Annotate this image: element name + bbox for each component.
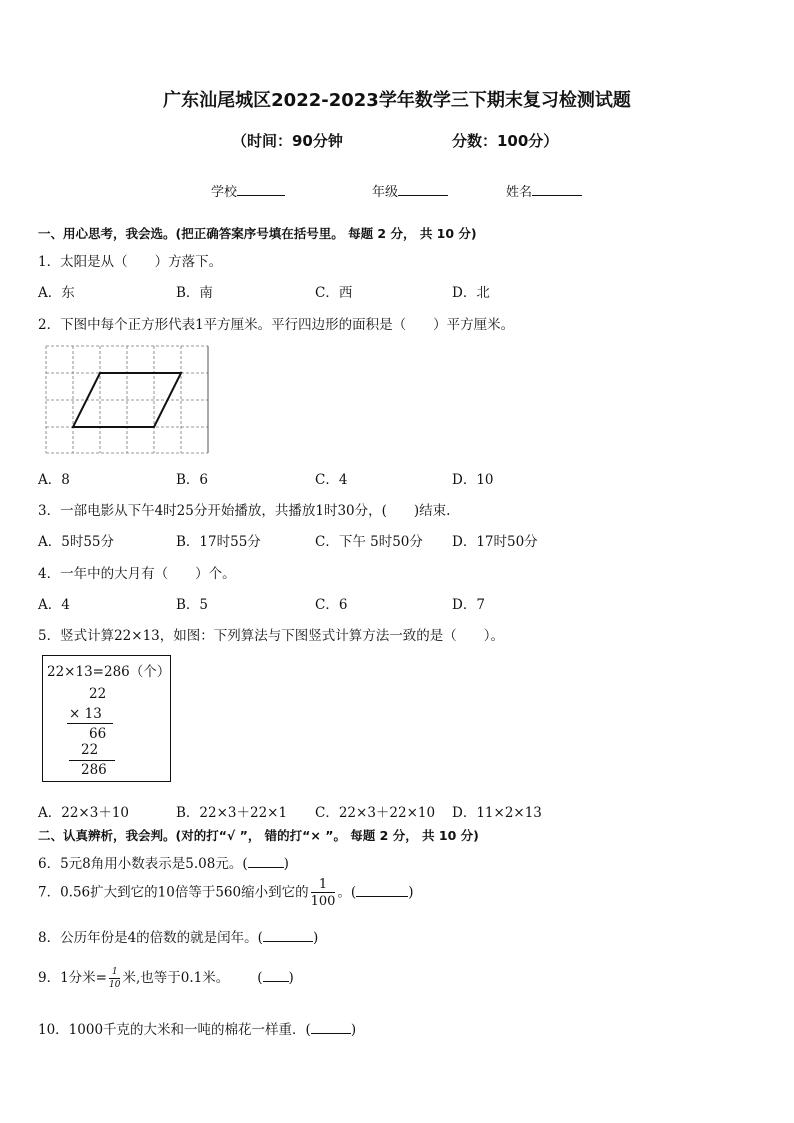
calc-multiplicand: 22: [89, 686, 107, 702]
exam-time: （时间：90分钟: [232, 132, 343, 150]
question-4: 4．一年中的大月有（ ）个。: [38, 566, 236, 582]
question-9: 9．1分米= $\frac{1}{10}$ 米,也等于0.1米。 ( ): [38, 966, 294, 990]
q8-answer-blank[interactable]: [263, 941, 313, 942]
exam-score: 分数：100分）: [452, 132, 559, 150]
school-field[interactable]: 学校: [211, 181, 285, 200]
q6-answer-blank[interactable]: [248, 867, 284, 868]
name-field[interactable]: 姓名: [506, 181, 582, 200]
question-7: 7．0.56扩大到它的10倍等于560缩小到它的 $\frac{1}{100}$ 。( ): [38, 877, 414, 909]
question-8: 8．公历年份是4的倍数的就是闰年。( ): [38, 930, 319, 946]
q5-option-c[interactable]: C．22×3＋22×10: [315, 805, 436, 821]
vertical-calculation-box: [42, 655, 171, 782]
calc-line-1: [67, 723, 113, 724]
question-1: 1．太阳是从（ ）方落下。: [38, 254, 223, 270]
q5-option-a[interactable]: A．22×3＋10: [38, 805, 130, 821]
question-6: 6．5元8角用小数表示是5.08元。( ): [38, 856, 289, 872]
q2-option-c[interactable]: C．4: [315, 472, 348, 488]
question-2: 2．下图中每个正方形代表1平方厘米。平行四边形的面积是（ ）平方厘米。: [38, 317, 515, 333]
calc-multiplier: × 13: [69, 706, 102, 722]
fraction-one-tenth: $\frac{1}{10}$: [109, 966, 121, 990]
q1-option-d[interactable]: D．北: [452, 285, 490, 301]
q1-option-c[interactable]: C．西: [315, 285, 353, 301]
grade-field[interactable]: 年级: [372, 181, 448, 200]
parallelogram-grid-figure: [44, 344, 210, 456]
q4-option-a[interactable]: A．4: [38, 597, 70, 613]
q5-option-b[interactable]: B．22×3＋22×1: [176, 805, 288, 821]
q9-answer-blank[interactable]: [263, 981, 289, 982]
page-title: 广东汕尾城区2022-2023学年数学三下期末复习检测试题: [163, 90, 631, 111]
question-5: 5．竖式计算22×13，如图：下列算法与下图竖式计算方法一致的是（ ）。: [38, 628, 505, 644]
q1-option-a[interactable]: A．东: [38, 285, 75, 301]
question-3: 3．一部电影从下午4时25分开始播放，共播放1时30分，( )结束.: [38, 503, 451, 519]
q2-option-d[interactable]: D．10: [452, 472, 494, 488]
calc-partial-2: 22: [81, 742, 99, 758]
calc-header: 22×13=286（个）: [47, 664, 171, 680]
section-1-heading: 一、用心思考，我会选。(把正确答案序号填在括号里。 每题 2 分， 共 10 分): [38, 226, 477, 241]
q3-option-d[interactable]: D．17时50分: [452, 534, 538, 550]
q4-option-b[interactable]: B．5: [176, 597, 209, 613]
fraction-one-hundredth: $\frac{1}{100}$: [310, 877, 336, 909]
q2-option-b[interactable]: B．6: [176, 472, 209, 488]
calc-line-2: [69, 760, 115, 761]
q3-option-a[interactable]: A．5时55分: [38, 534, 115, 550]
q4-option-d[interactable]: D．7: [452, 597, 485, 613]
q3-option-c[interactable]: C．下午 5时50分: [315, 534, 423, 550]
section-2-heading: 二、认真辨析，我会判。(对的打“√ ”， 错的打“× ”。 每题 2 分， 共 10 分): [38, 828, 479, 843]
q10-answer-blank[interactable]: [311, 1033, 351, 1034]
calc-result: 286: [81, 762, 107, 778]
q7-answer-blank[interactable]: [356, 896, 408, 897]
q3-option-b[interactable]: B．17时55分: [176, 534, 261, 550]
question-10: 10．1000千克的大米和一吨的棉花一样重．( ): [38, 1022, 357, 1038]
calc-partial-1: 66: [89, 726, 107, 742]
q2-option-a[interactable]: A．8: [38, 472, 70, 488]
q5-option-d[interactable]: D．11×2×13: [452, 805, 542, 821]
q4-option-c[interactable]: C．6: [315, 597, 348, 613]
q1-option-b[interactable]: B．南: [176, 285, 213, 301]
